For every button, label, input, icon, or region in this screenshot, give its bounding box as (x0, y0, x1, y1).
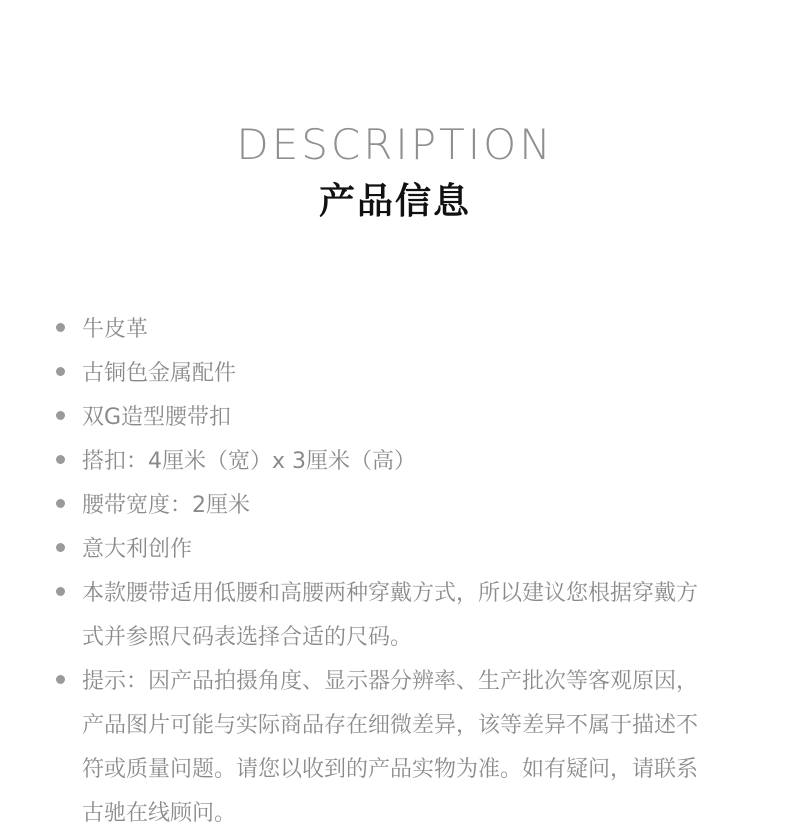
section-title-chinese: 产品信息 (318, 181, 471, 222)
detail-item-buckle-size: 搭扣：4厘米（宽）x 3厘米（高） (0, 440, 790, 484)
detail-item-material: 牛皮革 (0, 308, 790, 352)
section-title-english: DESCRIPTION (236, 120, 554, 169)
description-header (0, 118, 790, 224)
detail-item-belt-width: 腰带宽度：2厘米 (0, 484, 790, 528)
detail-item-origin: 意大利创作 (0, 528, 790, 572)
detail-item-buckle: 双G造型腰带扣 (0, 396, 790, 440)
product-details-list (0, 308, 790, 836)
detail-item-wearing-advice: 本款腰带适用低腰和高腰两种穿戴方式，所以建议您根据穿戴方式并参照尺码表选择合适的尺码。 (0, 572, 790, 660)
detail-item-notice: 提示：因产品拍摄角度、显示器分辨率、生产批次等客观原因，产品图片可能与实际商品存在细微差异，该等差异不属于描述不符或质量问题。请您以收到的产品实物为准。如有疑问，请联系古驰在线顾问。 (0, 660, 790, 836)
detail-item-hardware: 古铜色金属配件 (0, 352, 790, 396)
